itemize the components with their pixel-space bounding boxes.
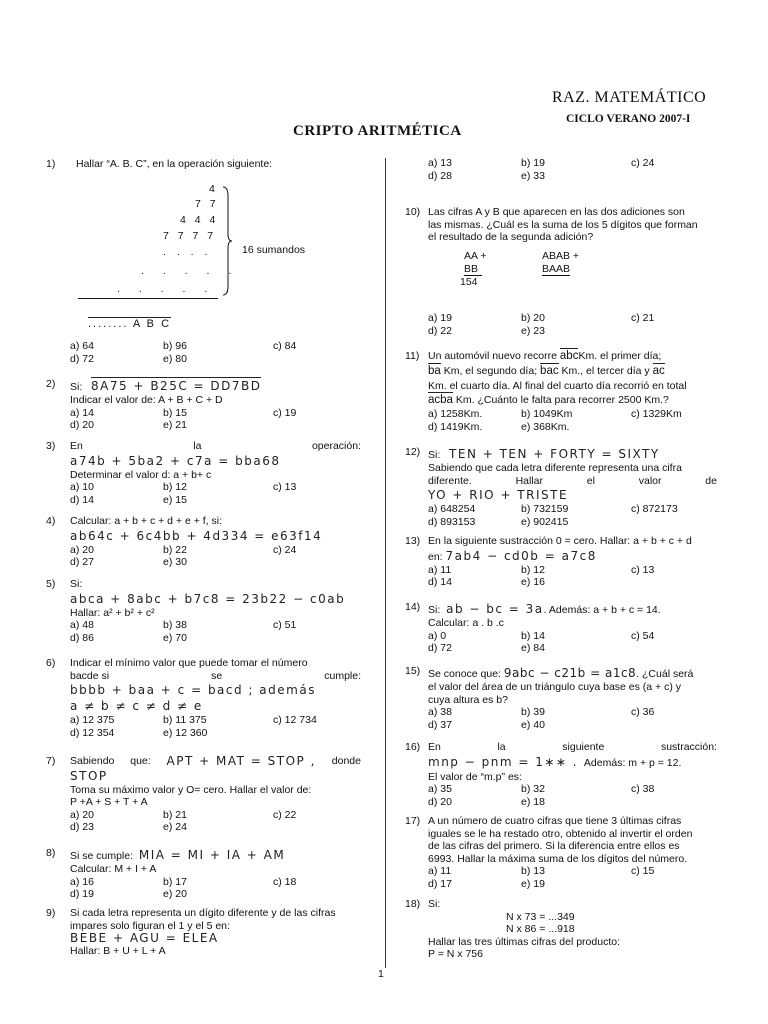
option: b) 38 [163, 619, 187, 631]
question-text: el resultado de la segunda adición? [428, 231, 594, 243]
question-number: 4) [46, 515, 56, 527]
option: e) 24 [163, 821, 187, 833]
option: d) 14 [428, 576, 452, 588]
question-number: 6) [46, 657, 56, 669]
question-number: 7) [46, 755, 56, 767]
option: e) 40 [521, 718, 545, 731]
option: b) 12 [163, 481, 187, 493]
option: d) 86 [70, 631, 94, 644]
brace-icon [222, 186, 232, 296]
question-number: 14) [405, 601, 421, 613]
question-text: Indicar el mínimo valor que puede tomar el número [70, 657, 308, 669]
option: d) 17 [428, 877, 452, 890]
question-label: Si: [70, 381, 83, 393]
pyramid-row: . . . . [163, 246, 212, 258]
option: e) 70 [163, 631, 187, 644]
option: d) 1419Km. [428, 420, 483, 433]
question-text: Hallar “A. B. C”, en la operación siguiente: [76, 158, 273, 170]
option: d) 27 [70, 556, 94, 568]
option: b) 14 [521, 629, 545, 642]
option: b) 21 [163, 808, 187, 821]
pyramid-row: . . . . . . [117, 283, 238, 295]
equation: a74b + 5ba2 + c7a = bba68 [70, 453, 281, 468]
question-number: 12) [405, 446, 421, 458]
pyramid-row: 7 7 7 7 [163, 230, 217, 242]
option: b) 96 [163, 340, 187, 352]
equation: 8A75 + B25C = DD7BD [91, 379, 262, 393]
option: d) 19 [70, 888, 94, 900]
option: a) 648254 [428, 503, 476, 515]
sum-line [78, 298, 218, 299]
question-number: 11) [405, 350, 420, 362]
equation: YO + RIO + TRISTE [428, 488, 569, 502]
option: e) 12 360 [163, 726, 208, 739]
question-text: Toma su máximo valor y O= cero. Hallar el valor de: [70, 783, 312, 796]
option: b) 11 375 [163, 714, 207, 726]
question-text: de las cifras del primero. Si la diferencia entre ellos es [428, 840, 680, 852]
option: a) 10 [70, 481, 94, 493]
option: e) 368Km. [521, 420, 570, 433]
option: a) 19 [428, 312, 452, 324]
question-label: Si: [428, 449, 441, 461]
question-text: Calcular: a . b .c [428, 617, 504, 629]
question-number: 15) [405, 665, 421, 677]
equation: MIA = MI + IA + AM [138, 848, 286, 862]
option: c) 24 [631, 157, 655, 169]
option: e) 23 [521, 324, 545, 337]
question-number: 17) [405, 815, 421, 827]
equation: abca + 8abc + b7c8 = 23b22 − c0ab [70, 591, 346, 606]
question-text: Hallar las tres últimas cifras del producto: [428, 935, 620, 948]
question-label: en: [428, 550, 443, 563]
question-text: El valor de “m.p” es: [428, 770, 522, 783]
option: d) 22 [428, 324, 452, 337]
equation: BEBE + AGU = ELEA [70, 931, 219, 945]
question-text: las mismas. ¿Cuál es la suma de los 5 dígitos que forman [428, 218, 698, 231]
option: a) 12 375 [70, 714, 115, 726]
question-number: 2) [46, 378, 56, 390]
question-text: 6993. Hallar la máxima suma de los dígitos del número. [428, 852, 688, 865]
question-label: Si: [428, 604, 441, 616]
pyramid-row: . . . . . [141, 265, 240, 277]
option: b) 39 [521, 706, 545, 718]
pyramid-row: 4 4 4 [180, 214, 219, 226]
option: a) 11 [428, 865, 452, 877]
question-text: En la siguiente sustracción 0 = cero. Hallar: a + b + c + d [428, 535, 692, 547]
question-text: Indicar el valor de: A + B + C + D [70, 394, 223, 406]
question-text: iguales se le ha restado otro, obtenido al invertir el orden [428, 827, 693, 840]
page-title: CRIPTO ARITMÉTICA [293, 123, 462, 139]
option: a) 38 [428, 706, 452, 718]
option: d) 14 [70, 493, 94, 506]
option: b) 732159 [521, 503, 569, 515]
question-text: Determinar el valor d: a + b+ c [70, 468, 212, 481]
option: a) 14 [70, 406, 94, 419]
option: a) 20 [70, 808, 94, 821]
question-text: cuya altura es b? [428, 693, 508, 706]
equation: ab64c + 6c4bb + 4d334 = e63f14 [70, 528, 323, 543]
option: a) 20 [70, 543, 94, 556]
option: b) 1049Km [521, 408, 573, 420]
question-text: Hallar: a² + b² + c² [70, 606, 155, 619]
question-label: Si: [70, 578, 83, 590]
option: c) 13 [631, 563, 655, 576]
question-number: 8) [46, 847, 56, 859]
option: e) 19 [521, 877, 545, 890]
column-divider [385, 158, 386, 968]
option: a) 0 [428, 629, 447, 642]
option: e) 16 [521, 576, 545, 588]
question-text: A un número de cuatro cifras que tiene 3 últimas cifras [428, 815, 682, 827]
equation: 9abc − c21b = a1c8 [503, 666, 637, 680]
option: c) 22 [273, 808, 297, 821]
option: e) 84 [521, 642, 545, 654]
option: b) 17 [163, 875, 187, 888]
brace-label: 16 sumandos [242, 244, 306, 256]
question-number: 1) [46, 158, 56, 170]
question-number: 13) [405, 535, 421, 547]
course-subject: RAZ. MATEMÁTICO [552, 89, 707, 106]
option: c) 13 [273, 481, 297, 493]
option: b) 22 [163, 543, 187, 556]
sum-result: ........ A B C [88, 318, 172, 330]
option: c) 18 [273, 875, 297, 888]
option: d) 37 [428, 718, 452, 731]
option: c) 15 [631, 865, 655, 877]
option: c) 12 734 [273, 714, 317, 726]
question-label: Se conoce que: [428, 668, 501, 680]
option: c) 38 [631, 783, 655, 795]
equation: mnp − pnm = 1∗∗ . [428, 754, 579, 769]
question-text: Sabiendo que cada letra diferente representa una cifra [428, 462, 682, 474]
option: c) 872173 [631, 503, 678, 515]
condition: a ≠ b ≠ c ≠ d ≠ e [70, 699, 203, 713]
option: c) 21 [631, 312, 655, 324]
equation: APT + MAT = STOP , [166, 754, 316, 768]
question-text: P +A + S + T + A [70, 796, 148, 808]
question-10-options [428, 312, 711, 337]
option: c) 24 [273, 543, 297, 556]
option: a) 13 [428, 157, 452, 169]
question-text: Si cada letra representa un dígito diferente y de las cifras [70, 907, 336, 919]
option: b) 15 [163, 406, 187, 419]
option: d) 12 354 [70, 726, 115, 739]
page-number: 1 [378, 968, 384, 980]
course-cycle: CICLO VERANO 2007-I [566, 113, 691, 125]
option: b) 32 [521, 783, 545, 795]
question-text: Calcular: M + I + A [70, 863, 157, 875]
option: c) 19 [273, 406, 297, 419]
option: a) 16 [70, 875, 94, 888]
option: e) 21 [163, 419, 187, 431]
equation: N x 86 = ...918 [506, 923, 575, 935]
option: d) 72 [70, 352, 94, 365]
option: e) 30 [163, 556, 187, 568]
option: c) 54 [631, 629, 655, 642]
question-label: Si: [428, 898, 441, 910]
question-number: 16) [405, 741, 421, 753]
equation: TEN + TEN + FORTY = SIXTY [449, 447, 660, 461]
option: b) 12 [521, 563, 545, 576]
question-text: impares solo figuran el 1 y el 5 en: [70, 919, 230, 932]
equation: 7ab4 − cd0b = a7c8 [445, 548, 597, 563]
option: b) 20 [521, 312, 545, 324]
option: e) 80 [163, 352, 187, 365]
question-label: Si se cumple: [70, 850, 134, 862]
question-text: P = N x 756 [428, 948, 483, 960]
pyramid-row: 7 7 [195, 198, 219, 210]
option: c) 51 [273, 619, 297, 631]
option: e) 20 [163, 888, 187, 900]
question-number: 3) [46, 440, 56, 452]
equation: bbbb + baa + c = bacd ; además [70, 683, 316, 697]
option: d) 23 [70, 821, 94, 833]
question-text: el valor del área de un triángulo cuya base es (a + c) y [428, 681, 682, 693]
option: e) 902415 [521, 515, 569, 528]
question-number: 18) [405, 898, 421, 910]
question-9-options [428, 157, 711, 182]
word: STOP [70, 768, 108, 783]
question-1-options [70, 340, 353, 365]
option: d) 72 [428, 642, 452, 654]
option: d) 28 [428, 169, 452, 182]
question-number: 5) [46, 578, 56, 590]
option: c) 84 [273, 340, 297, 352]
option: e) 33 [521, 169, 545, 182]
equation: ab − bc = 3a [446, 602, 544, 616]
option: d) 893153 [428, 515, 476, 528]
option: d) 20 [428, 795, 452, 808]
option: d) 20 [70, 419, 94, 431]
option: b) 13 [521, 865, 545, 877]
question-number: 9) [46, 907, 56, 919]
option: c) 1329Km [631, 408, 682, 420]
option: a) 35 [428, 783, 452, 795]
question-text: Calcular: a + b + c + d + e + f, si: [70, 515, 223, 527]
option: a) 48 [70, 619, 94, 631]
question-text: Hallar: B + U + L + A [70, 945, 166, 957]
option: a) 1258Km. [428, 408, 483, 420]
option: c) 36 [631, 706, 655, 718]
question-text: Km. el cuarto día. Al final del cuarto día recorrió en total [428, 380, 687, 392]
option: a) 64 [70, 340, 94, 352]
pyramid-row: 4 [209, 183, 215, 195]
question-text: Las cifras A y B que aparecen en las dos adiciones son [428, 206, 685, 218]
question-number: 10) [405, 206, 421, 218]
option: a) 11 [428, 563, 452, 576]
equation: N x 73 = ...349 [506, 910, 575, 923]
option: e) 18 [521, 795, 545, 808]
option: e) 15 [163, 493, 187, 506]
option: b) 19 [521, 157, 545, 169]
